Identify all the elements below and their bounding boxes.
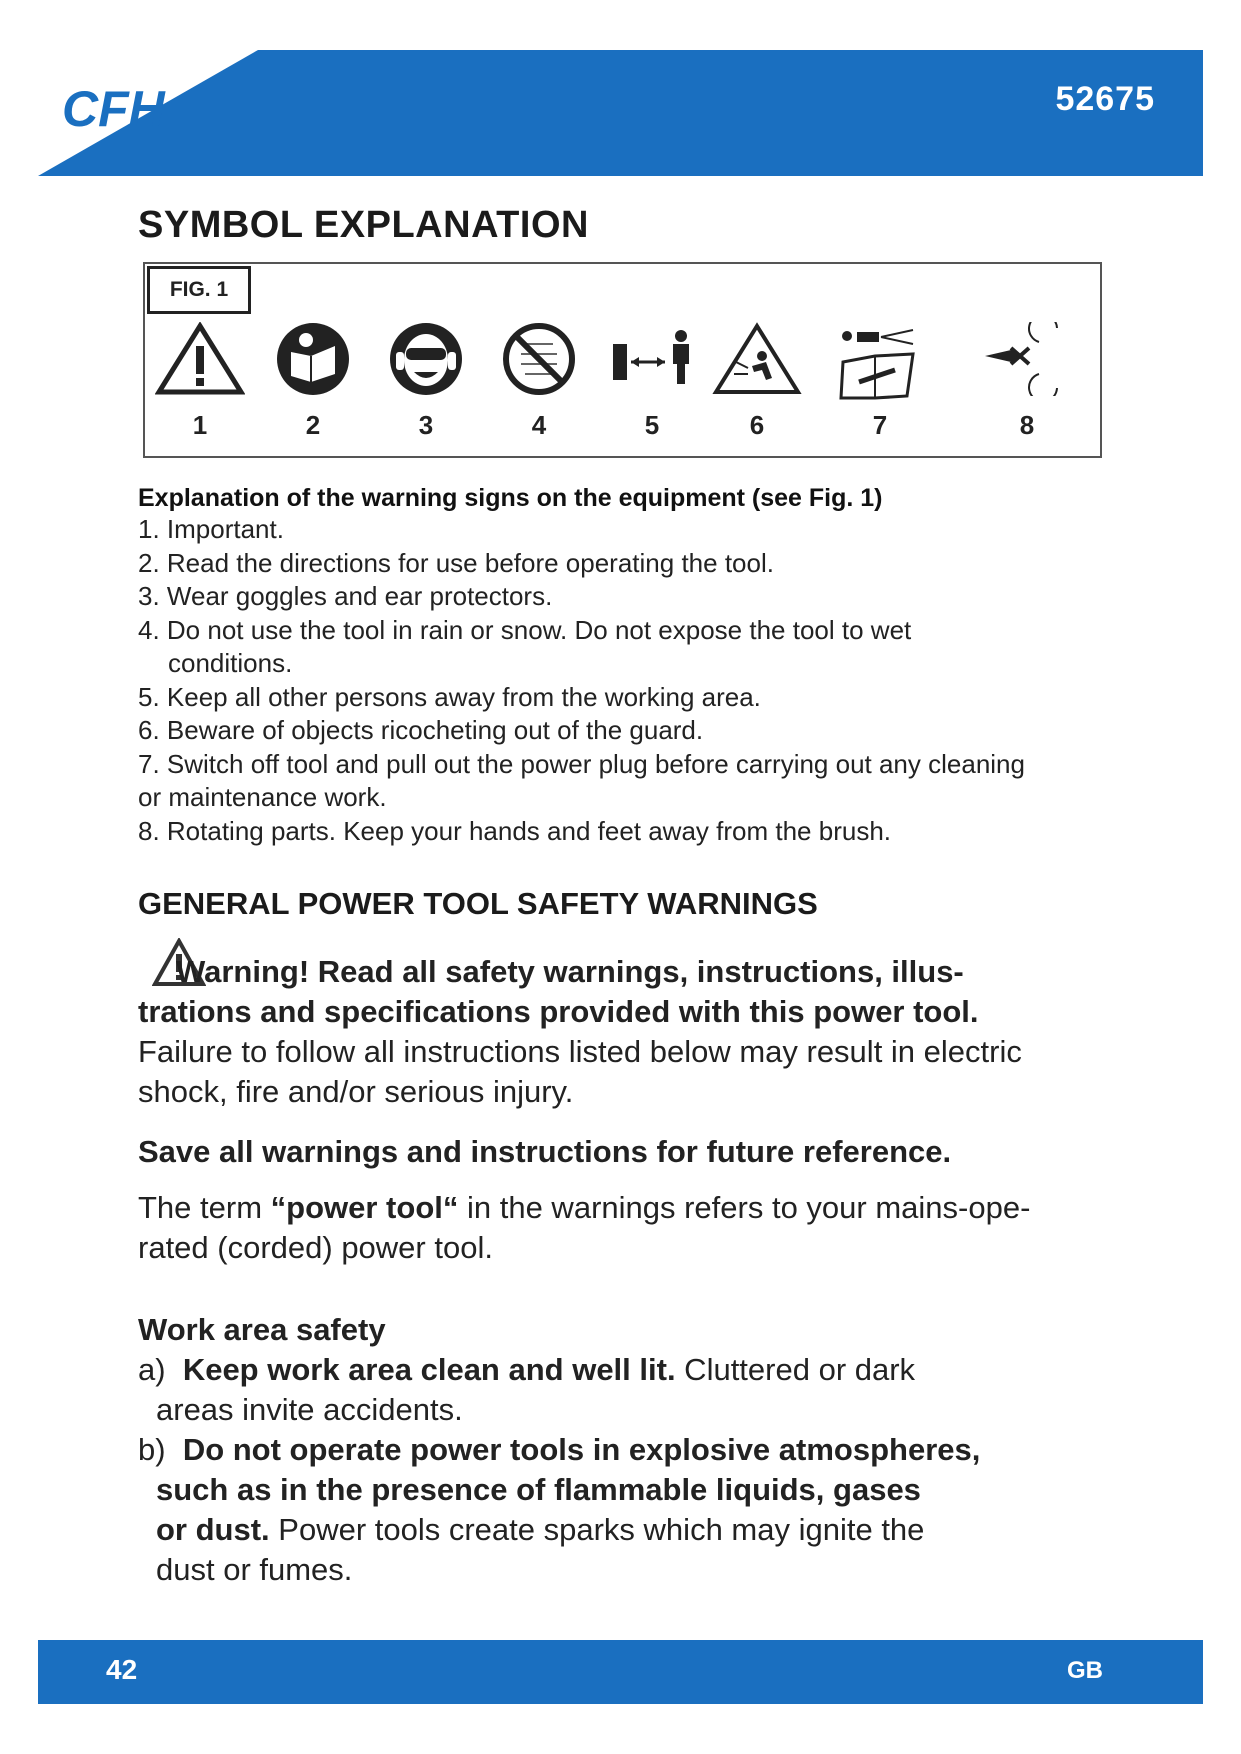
figure-1 [143,262,1102,458]
symbol-number: 7 [872,410,888,440]
warning-text-line: Failure to follow all instructions listed below may result in electric [138,1034,1022,1069]
list-item: 8. Rotating parts. Keep your hands and feet away from the brush. [138,815,891,846]
explanation-heading: Explanation of the warning signs on the equipment (see Fig. 1) [138,484,883,512]
item-b-line4: dust or fumes. [156,1552,353,1587]
item-b-bold: Do not operate power tools in explosive atmospheres, [182,1432,981,1467]
list-item: or maintenance work. [138,782,387,812]
figure-label: FIG. 1 [147,266,251,314]
symbol-8 [977,322,1077,441]
cfh-logo [62,78,202,143]
general-warnings-heading: GENERAL POWER TOOL SAFETY WARNINGS [138,886,818,921]
item-a-bold: Keep work area clean and well lit. [182,1352,676,1387]
rotating-parts-icon [977,322,1077,396]
symbol-3 [376,322,476,441]
symbol-number: 1 [192,410,208,440]
keep-distance-icon [607,322,697,396]
power-tool-term [138,1188,1118,1268]
symbol-number: 3 [418,410,434,440]
ricochet-warning-icon [712,322,802,396]
list-item: 1. Important. [138,514,284,544]
symbol-5 [602,322,702,441]
save-note: Save all warnings and instructions for future reference. [138,1134,952,1169]
list-item: 4. Do not use the tool in rain or snow. Do not expose the tool to wet [138,614,912,645]
term-bold: “power tool“ [270,1190,459,1225]
item-b-bold-line: or dust. [156,1512,270,1547]
item-label: b) [138,1432,166,1467]
symbol-1 [150,322,250,441]
explanation-list [138,513,1118,848]
symbol-number: 5 [644,410,660,440]
goggles-ear-protection-icon [386,322,466,396]
read-manual-icon [273,322,353,396]
symbol-number: 4 [531,410,547,440]
symbol-4 [489,322,589,441]
item-a-line2: areas invite accidents. [156,1392,463,1427]
list-item: 6. Beware of objects ricocheting out of the guard. [138,715,704,745]
work-area-section [138,1310,1118,1590]
page-title: SYMBOL EXPLANATION [138,204,589,246]
warning-paragraph [138,940,1128,1112]
list-item: 5. Keep all other persons away from the working area. [138,681,761,712]
item-b-text: Power tools create sparks which may ignite the [269,1512,925,1547]
term-line-2: rated (corded) power tool. [138,1230,493,1265]
language-code: GB [1067,1657,1103,1684]
warning-bold-line: Warning! Read all safety warnings, instructions, illus- [176,954,964,989]
no-rain-icon [499,322,579,396]
warning-bold-line: trations and specifications provided with this power tool. [138,994,979,1029]
logo-text: CFH [62,81,165,137]
list-item: 2. Read the directions for use before operating the tool. [138,547,774,578]
unplug-before-maintenance-icon [835,322,925,402]
list-item: 7. Switch off tool and pull out the power plug before carrying out any cleaning [138,748,1025,779]
list-item: 3. Wear goggles and ear protectors. [138,581,553,611]
term-suffix: in the warnings refers to your mains-ope- [458,1190,1031,1225]
symbol-number: 6 [749,410,765,440]
item-a-text: Cluttered or dark [675,1352,916,1387]
work-area-heading: Work area safety [138,1312,386,1347]
page-number: 42 [106,1654,138,1685]
symbol-7 [830,322,930,441]
symbol-2 [263,322,363,441]
symbol-number: 2 [305,410,321,440]
term-prefix: The term [138,1190,271,1225]
warning-text-line: shock, fire and/or serious injury. [138,1074,574,1109]
item-b-bold-line: such as in the presence of flammable liquids, gases [156,1472,921,1507]
item-label: a) [138,1352,166,1387]
page-header [38,50,1203,176]
page-footer [38,1640,1203,1704]
symbol-6 [707,322,807,441]
symbol-number: 8 [1019,410,1035,440]
warning-triangle-icon [155,322,245,396]
model-number: 52675 [1055,80,1155,118]
list-item: conditions. [168,648,293,678]
explanation-section [138,484,1118,848]
